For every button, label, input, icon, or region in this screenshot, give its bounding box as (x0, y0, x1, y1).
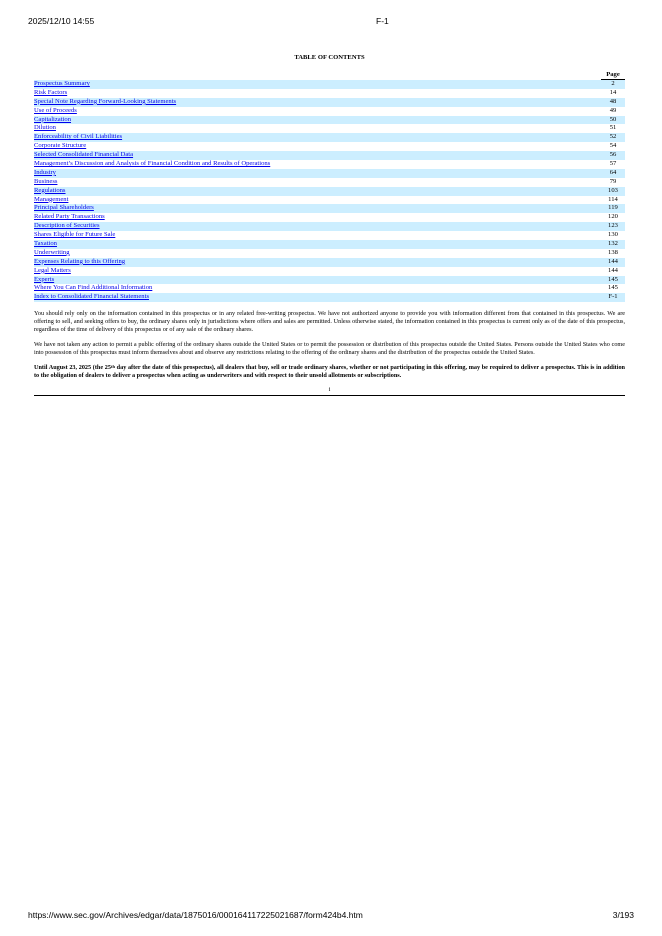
toc-link[interactable]: Regulations (34, 186, 66, 194)
toc-link[interactable]: Underwriting (34, 248, 70, 256)
toc-page-number: 50 (609, 115, 617, 123)
toc-page-number: 130 (608, 231, 618, 239)
toc-row (34, 98, 625, 107)
dealer-prospectus-paragraph (34, 364, 625, 380)
dealer-text-end: day after the date of this prospectus), all dealers that buy, sell or trade ordinary shares, whether or not participating in this offering, may be required to deliver a prospectus. This is in addition to the obligation of dealers to deliver a prospectus when acting as underwriters and with respect to their unsold allotments or subscriptions. (34, 364, 625, 380)
toc-page-number: 144 (608, 257, 618, 265)
reliance-paragraph: You should rely only on the information contained in this prospectus or in any related free-writing prospectus. We have not authorized anyone to provide you with information different from that contained in this prospectus. We are offering to sell, and seeking offers to buy, the ordinary shares only in jurisdictions where offers and sales are permitted. Unless otherwise stated, the information contained in this prospectus is current only as of the date of this prospectus, regardless of the time of delivery of this prospectus or of any sale of the ordinary shares. (34, 310, 625, 334)
toc-row (34, 116, 625, 125)
toc-link[interactable]: Experts (34, 275, 55, 283)
toc-row (34, 267, 625, 276)
print-url: https://www.sec.gov/Archives/edgar/data/1875016/000164117225021687/form424b4.htm (28, 910, 363, 920)
toc-row (34, 178, 625, 187)
toc-page-number: 64 (609, 168, 617, 176)
toc-page-number: 119 (608, 204, 618, 212)
toc-row (34, 231, 625, 240)
toc-row (34, 133, 625, 142)
toc-link[interactable]: Business (34, 177, 58, 185)
toc-link[interactable]: Management (34, 195, 69, 203)
toc-link[interactable]: Management’s Discussion and Analysis of Financial Condition and Results of Operations (34, 160, 271, 168)
toc-link[interactable]: Risk Factors (34, 88, 68, 96)
toc-page-number: 54 (609, 142, 617, 150)
toc-row (34, 187, 625, 196)
toc-row (34, 151, 625, 160)
toc-row (34, 142, 625, 151)
toc-page-header-row (34, 70, 625, 80)
toc-link[interactable]: Description of Securities (34, 222, 100, 230)
toc-page-number: 144 (608, 266, 618, 274)
toc-row (34, 249, 625, 258)
toc-page-number: 14 (609, 88, 617, 96)
dealer-text-start: Until August 23, 2025 (the 25 (34, 364, 111, 372)
toc-page-number: 132 (608, 240, 618, 248)
toc-page-number: F-1 (608, 293, 618, 301)
toc-link[interactable]: Use of Proceeds (34, 106, 77, 114)
print-datetime: 2025/12/10 14:55 (28, 16, 95, 26)
toc-link[interactable]: Taxation (34, 240, 57, 248)
toc-page-number: 52 (609, 133, 617, 141)
toc-row (34, 222, 625, 231)
toc-link[interactable]: Special Note Regarding Forward-Looking Statements (34, 97, 177, 105)
toc-link[interactable]: Enforceability of Civil Liabilities (34, 133, 123, 141)
toc-link[interactable]: Industry (34, 168, 56, 176)
toc-link[interactable]: Related Party Transactions (34, 213, 105, 221)
toc-row (34, 107, 625, 116)
toc-page-number: 103 (608, 186, 618, 194)
toc-page-number: 138 (608, 248, 618, 256)
toc-link[interactable]: Dilution (34, 124, 56, 132)
toc-page-number: 57 (609, 160, 617, 168)
toc-link[interactable]: Expenses Relating to this Offering (34, 257, 126, 265)
toc-row (34, 196, 625, 205)
toc-row (34, 89, 625, 98)
toc-row (34, 204, 625, 213)
toc-row (34, 276, 625, 285)
toc-page-column-header: Page (601, 70, 625, 80)
toc-row (34, 124, 625, 133)
toc-link[interactable]: Selected Consolidated Financial Data (34, 151, 134, 159)
toc-row (34, 258, 625, 267)
toc-link[interactable]: Prospectus Summary (34, 80, 90, 87)
toc-link[interactable]: Index to Consolidated Financial Statements (34, 293, 150, 301)
toc-row (34, 284, 625, 293)
toc-page-number: 49 (609, 106, 617, 114)
toc-page-number: 51 (609, 124, 617, 132)
toc-link[interactable]: Shares Eligible for Future Sale (34, 231, 116, 239)
toc-link[interactable]: Legal Matters (34, 266, 71, 274)
toc-link[interactable]: Corporate Structure (34, 142, 87, 150)
offering-restriction-paragraph: We have not taken any action to permit a public offering of the ordinary shares outside the United States or to permit the possession or distribution of this prospectus outside the United States. Persons outside the United States who come into possession of this prospectus must inform themselves about and observe any restrictions relating to the offering of the ordinary shares and the distribution of the prospectus outside the United States. (34, 341, 625, 357)
toc-page-number: 123 (608, 222, 618, 230)
toc-list (34, 80, 625, 302)
print-doc-title: F-1 (376, 16, 389, 26)
toc-row (34, 213, 625, 222)
toc-page-number: 145 (608, 284, 618, 292)
toc-link[interactable]: Where You Can Find Additional Information (34, 284, 153, 292)
toc-row (34, 169, 625, 178)
toc-row (34, 293, 625, 302)
ordinal-suffix: th (110, 364, 115, 370)
print-page-count: 3/193 (612, 910, 634, 920)
toc-page-number: 145 (608, 275, 618, 283)
toc-row (34, 160, 625, 169)
toc-page-number: 79 (609, 177, 617, 185)
document-page (34, 52, 625, 396)
toc-page-number: 48 (609, 97, 617, 105)
page-number: i (328, 386, 331, 394)
toc-row (34, 80, 625, 89)
toc-page-number: 114 (608, 195, 618, 203)
toc-link[interactable]: Capitalization (34, 115, 71, 123)
toc-title: TABLE OF CONTENTS (294, 54, 365, 61)
toc-page-number: 120 (608, 213, 618, 221)
toc-page-number: 56 (609, 151, 617, 159)
toc-link[interactable]: Principal Shareholders (34, 204, 94, 212)
page-divider (34, 395, 625, 396)
toc-row (34, 240, 625, 249)
toc-page-number: 2 (611, 80, 615, 87)
